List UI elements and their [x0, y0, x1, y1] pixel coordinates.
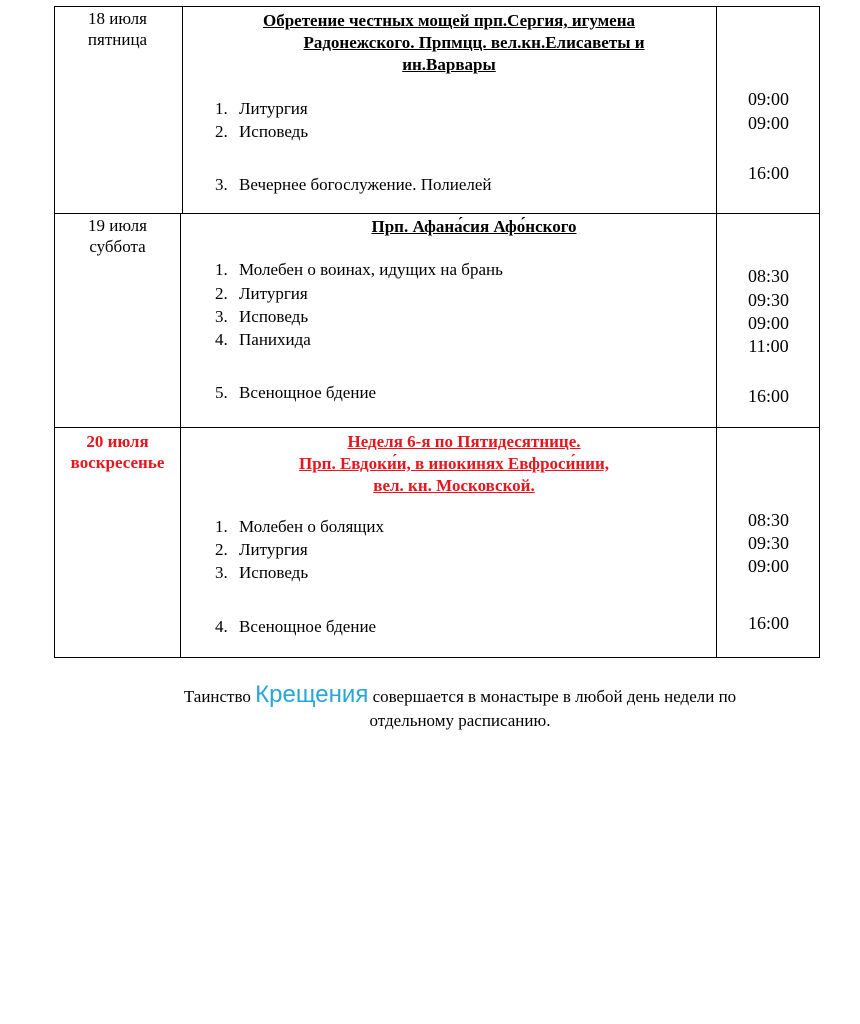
feast-title-line: ин.Варвары [402, 55, 496, 74]
feast-title-line: Обретение честных мощей прп.Сергия, игумена [262, 11, 636, 30]
baptism-note-line1 [100, 683, 820, 709]
date-cell [54, 427, 181, 658]
table-divider-row [54, 213, 820, 214]
list-item: 5. Всенощное бдение [215, 383, 377, 402]
feast-title-line: Прп. Афана́сия Афо́нского [371, 217, 577, 236]
date: 18 июля [88, 9, 147, 28]
schedule-row-19 [54, 213, 820, 427]
date-cell [54, 6, 181, 213]
note-text: совершается в монастыре в любой день недели по [368, 687, 737, 706]
table-divider-row [54, 427, 820, 428]
baptism-note-line2: отдельному расписанию. [369, 711, 551, 730]
note-accent-word: Крещения [255, 681, 369, 708]
service-time: 09:00 [747, 556, 789, 576]
service-time: 09:00 [747, 89, 789, 109]
time-cell [717, 213, 820, 427]
date: 20 июля [86, 432, 149, 451]
list-item: 1. Литургия [215, 99, 308, 118]
list-item: 2. Литургия [215, 540, 308, 559]
list-item: 1. Молебен о болящих [215, 517, 384, 536]
feast-title-line: Радонежского. Прпмцц. вел.кн.Елисаветы и [303, 33, 645, 52]
table-divider-col [182, 6, 183, 213]
service-time: 08:30 [747, 510, 789, 530]
service-cell [181, 6, 717, 213]
list-item: 2. Исповедь [215, 122, 309, 141]
time-cell [717, 6, 820, 213]
feast-title-line: Прп. Евдоки́и, в инокинях Евфроси́нии, [298, 454, 610, 473]
service-cell [181, 213, 717, 427]
service-cell [181, 427, 717, 658]
table-border-bottom [54, 657, 820, 658]
table-border-right [819, 6, 820, 658]
list-item: 3. Исповедь [215, 307, 309, 326]
service-time: 16:00 [747, 613, 789, 633]
weekday: пятница [87, 30, 148, 49]
service-time: 16:00 [747, 386, 789, 406]
feast-title [181, 431, 717, 497]
list-item: 3. Вечернее богослужение. Полиелей [215, 175, 492, 194]
table-divider-col [716, 6, 717, 658]
service-time: 09:00 [747, 313, 789, 333]
feast-title [181, 10, 717, 76]
weekday: суббота [89, 237, 146, 256]
table-divider-col [180, 213, 181, 658]
note-text: Таинство [183, 687, 256, 706]
time-cell [717, 427, 820, 658]
baptism-note [100, 683, 820, 733]
schedule-row-18 [54, 6, 820, 213]
service-time: 09:30 [747, 533, 789, 553]
feast-title [181, 216, 717, 238]
list-item: 4. Панихида [215, 330, 311, 349]
service-time: 09:30 [747, 290, 789, 310]
list-item: 4. Всенощное бдение [215, 617, 377, 636]
schedule-row-20 [54, 427, 820, 658]
list-item: 3. Исповедь [215, 563, 309, 582]
table-border-top [54, 6, 820, 7]
service-time: 11:00 [748, 336, 789, 356]
feast-title-line: Неделя 6-я по Пятидесятнице. [347, 432, 581, 451]
date: 19 июля [88, 216, 147, 235]
feast-title-line: вел. кн. Московской. [373, 476, 535, 495]
table-border-left [54, 6, 55, 658]
list-item: 1. Молебен о воинах, идущих на брань [215, 260, 503, 279]
weekday: воскресенье [70, 453, 165, 472]
service-time: 09:00 [747, 113, 789, 133]
service-time: 08:30 [747, 266, 789, 286]
list-item: 2. Литургия [215, 284, 308, 303]
service-time: 16:00 [747, 163, 789, 183]
date-cell [54, 213, 181, 427]
